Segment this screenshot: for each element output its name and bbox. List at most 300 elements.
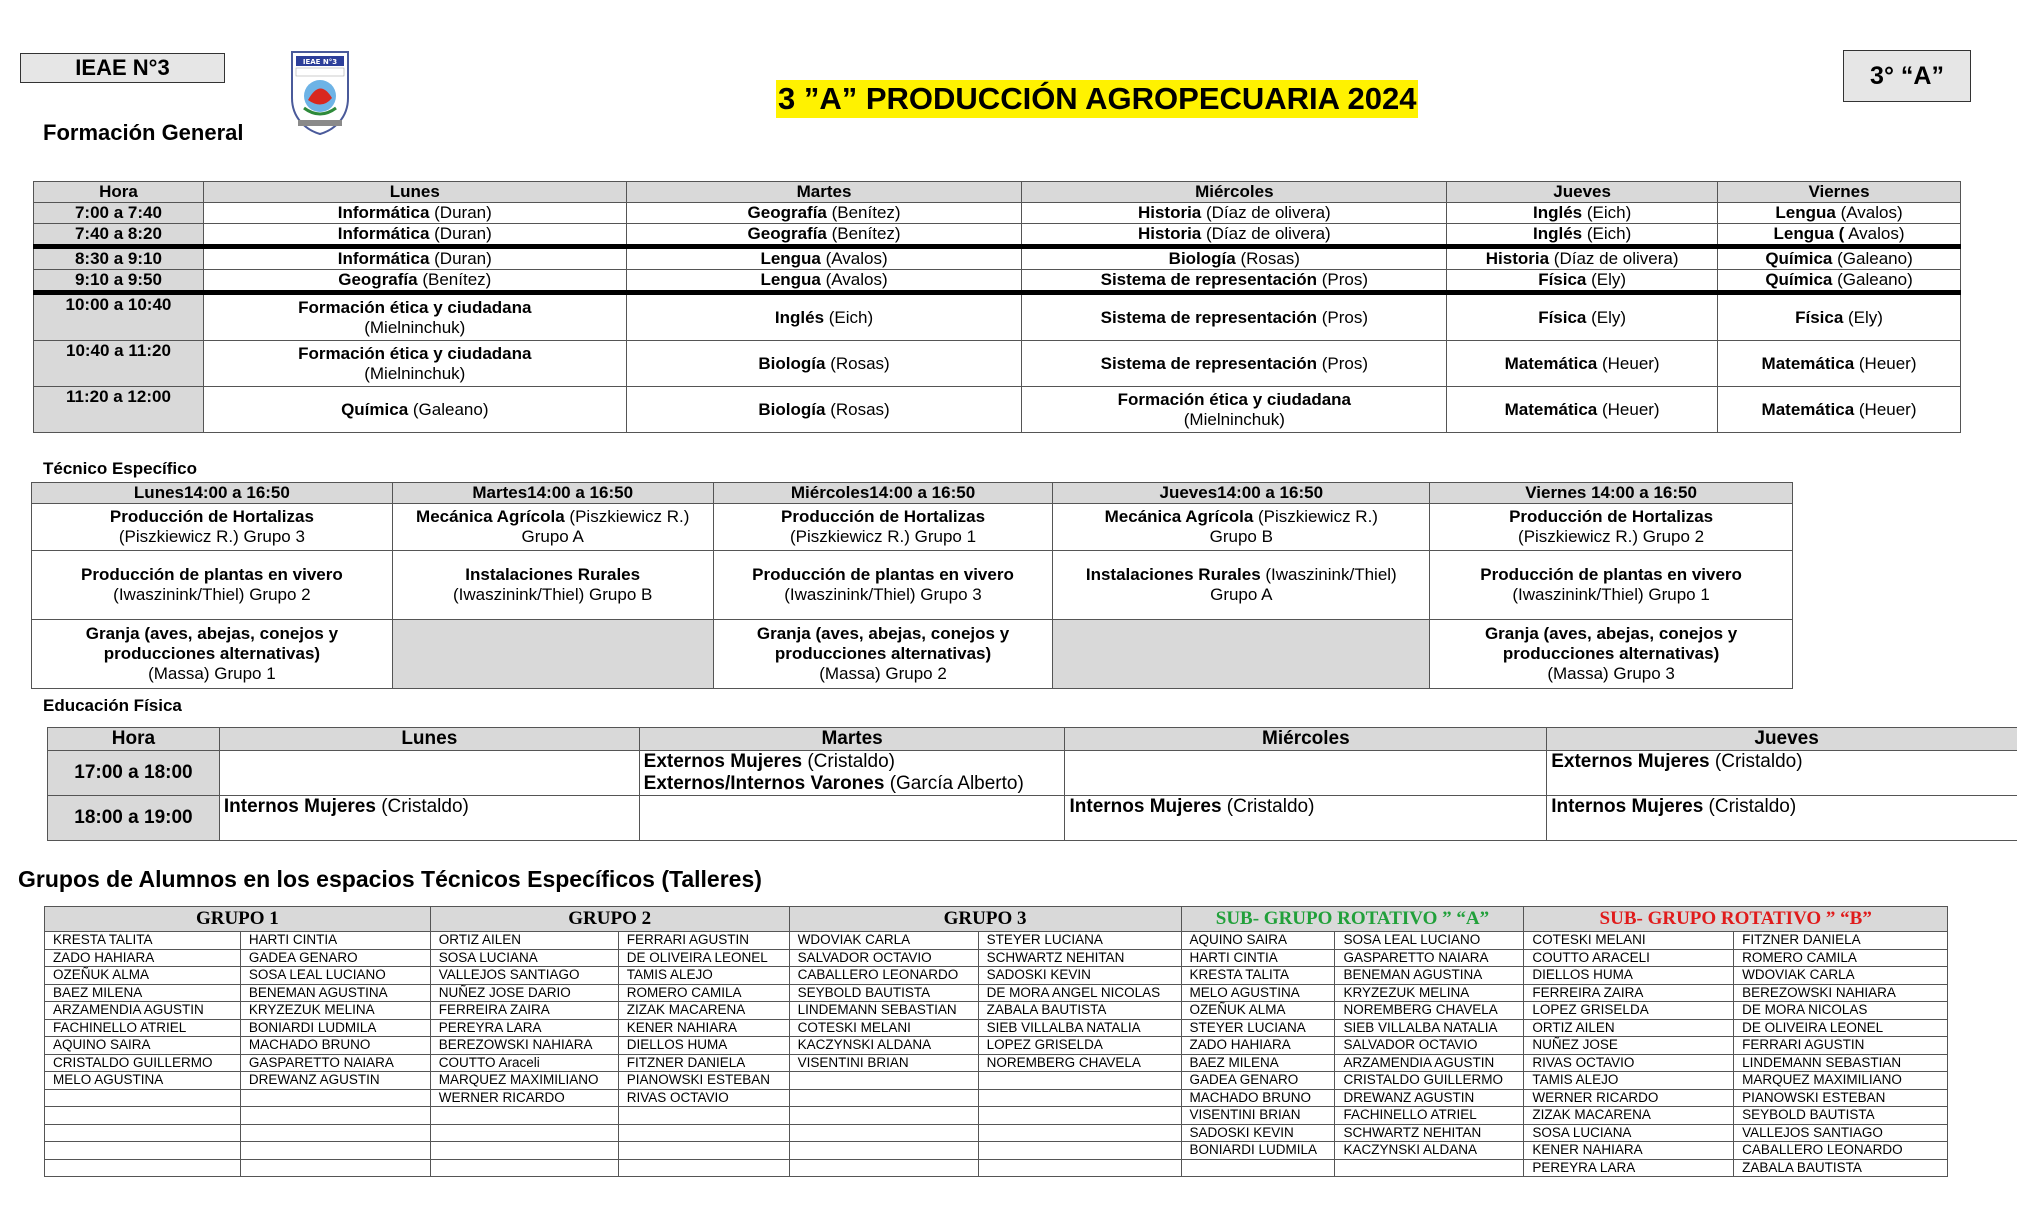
student-name: SALVADOR OCTAVIO [1335, 1037, 1524, 1055]
hora-cell: 18:00 a 19:00 [48, 796, 220, 841]
tecnico-header-cell: Viernes 14:00 a 16:50 [1430, 483, 1793, 504]
tecnico-cell [1053, 504, 1430, 551]
student-name: COUTTO ARACELI [1524, 949, 1734, 967]
student-name [618, 1159, 789, 1177]
class-cell [626, 203, 1022, 224]
student-name: DIELLOS HUMA [1524, 967, 1734, 985]
student-name: NUÑEZ JOSE [1524, 1037, 1734, 1055]
general-schedule-table [33, 181, 1961, 433]
student-name: DE OLIVEIRA LEONEL [618, 949, 789, 967]
workshop-name: Mecánica Agrícola [416, 507, 565, 526]
tecnico-header-row [32, 483, 1793, 504]
general-header-cell: Jueves [1447, 182, 1718, 203]
teacher-name: (Díaz de olivera) [1201, 224, 1331, 243]
workshop-name: Granja (aves, abejas, conejos y producciones alternativas) [1484, 624, 1738, 663]
student-name: WERNER RICARDO [1524, 1089, 1734, 1107]
tecnico-row [32, 620, 1793, 689]
student-name: LOPEZ GRISELDA [978, 1037, 1181, 1055]
student-name: DREWANZ AGUSTIN [1335, 1089, 1524, 1107]
teacher-name: (Ely) [1586, 270, 1627, 289]
class-cell [203, 247, 626, 270]
subject-name: Historia [1137, 203, 1202, 222]
student-name: KACZYNSKI ALDANA [1335, 1142, 1524, 1160]
class-cell [1718, 270, 1961, 293]
tecnico-cell [32, 551, 393, 620]
class-cell [203, 270, 626, 293]
student-name: VISENTINI BRIAN [1181, 1107, 1335, 1125]
grupo-header-cell: GRUPO 2 [430, 907, 789, 932]
tecnico-cell [392, 620, 713, 689]
workshop-name: Producción de Hortalizas [780, 507, 986, 526]
student-name: FACHINELLO ATRIEL [45, 1019, 241, 1037]
tecnico-cell [392, 551, 713, 620]
student-name: ARZAMENDIA AGUSTIN [1335, 1054, 1524, 1072]
student-name: SADOSKI KEVIN [978, 967, 1181, 985]
subject-name: Química [1765, 249, 1833, 268]
teacher-name: (Benítez) [826, 224, 901, 243]
course-label: 3° “A” [1843, 50, 1971, 102]
tecnico-cell [1053, 551, 1430, 620]
grupo-row [45, 1159, 1948, 1177]
student-name: ROMERO CAMILA [1734, 949, 1948, 967]
workshop-group: Grupo B [1209, 527, 1273, 546]
general-row [34, 247, 1961, 270]
class-cell [1718, 341, 1961, 387]
student-name: DE MORA ANGEL NICOLAS [978, 984, 1181, 1002]
tecnico-cell [32, 620, 393, 689]
student-name: KRYZEZUK MELINA [1335, 984, 1524, 1002]
student-name [1335, 1159, 1524, 1177]
workshop-name: Instalaciones Rurales [465, 565, 641, 584]
workshop-name: Granja (aves, abejas, conejos y producciones alternativas) [85, 624, 339, 663]
grupo-row [45, 1142, 1948, 1160]
student-name: RIVAS OCTAVIO [618, 1089, 789, 1107]
student-name [978, 1072, 1181, 1090]
grupo-row [45, 1124, 1948, 1142]
subject-name: Biología [758, 353, 826, 373]
grupo-row [45, 1037, 1948, 1055]
hora-cell: 11:20 a 12:00 [34, 387, 204, 433]
subject-name: Geografía [747, 203, 827, 222]
edfisica-table [47, 727, 2017, 841]
student-name [240, 1142, 430, 1160]
workshop-name: Mecánica Agrícola [1104, 507, 1254, 526]
student-name: STEYER LUCIANA [978, 932, 1181, 950]
student-name: KRESTA TALITA [45, 932, 241, 950]
hora-cell: 7:00 a 7:40 [34, 203, 204, 224]
class-cell [203, 203, 626, 224]
student-name: SEYBOLD BAUTISTA [789, 984, 978, 1002]
workshop-teacher: (Iwaszinink/Thiel) [1260, 565, 1397, 584]
student-name: GADEA GENARO [240, 949, 430, 967]
general-header-cell: Martes [626, 182, 1022, 203]
student-name: MELO AGUSTINA [1181, 984, 1335, 1002]
subject-name: Física [1795, 307, 1844, 327]
student-name: MARQUEZ MAXIMILIANO [1734, 1072, 1948, 1090]
class-cell [1022, 203, 1447, 224]
class-cell [1718, 293, 1961, 341]
subject-name: Formación ética y ciudadana [298, 297, 532, 317]
teacher-name: (Heuer) [1854, 353, 1917, 373]
teacher-name: (Avalos) [820, 270, 888, 289]
teacher-name: (Duran) [429, 224, 492, 243]
subject-name: Sistema de representación [1100, 353, 1317, 373]
hora-cell: 8:30 a 9:10 [34, 247, 204, 270]
student-name: LOPEZ GRISELDA [1524, 1002, 1734, 1020]
student-name [618, 1124, 789, 1142]
student-name: DE OLIVEIRA LEONEL [1734, 1019, 1948, 1037]
subject-name: Matemática [1761, 353, 1855, 373]
edfisica-group: Internos Mujeres [1551, 796, 1704, 817]
edfisica-teacher: (Cristaldo) [1221, 796, 1315, 817]
edfisica-teacher: (García Alberto) [884, 773, 1024, 794]
class-cell [1022, 387, 1447, 433]
teacher-name: (Benítez) [826, 203, 901, 222]
teacher-name: Avalos) [1844, 224, 1905, 243]
student-name: ZADO HAHIARA [1181, 1037, 1335, 1055]
class-cell [626, 224, 1022, 247]
edfisica-teacher: (Cristaldo) [375, 796, 469, 817]
teacher-name: (Rosas) [825, 353, 890, 373]
student-name: VISENTINI BRIAN [789, 1054, 978, 1072]
student-name: VALLEJOS SANTIAGO [430, 967, 618, 985]
class-cell [1022, 224, 1447, 247]
grupos-header-row [45, 907, 1948, 932]
tecnico-cell [713, 551, 1053, 620]
workshop-teacher: (Iwaszinink/Thiel) Grupo B [453, 585, 653, 604]
tecnico-header-cell: Martes14:00 a 16:50 [392, 483, 713, 504]
class-cell [203, 387, 626, 433]
student-name: ORTIZ AILEN [430, 932, 618, 950]
class-cell [203, 293, 626, 341]
edfisica-cell [639, 796, 1065, 841]
workshop-name: Producción de Hortalizas [109, 507, 314, 526]
class-cell [203, 341, 626, 387]
student-name: CABALLERO LEONARDO [789, 967, 978, 985]
grupo-row [45, 967, 1948, 985]
class-cell [1447, 387, 1718, 433]
student-name: BEREZOWSKI NAHIARA [1734, 984, 1948, 1002]
teacher-name: (Galeano) [1832, 270, 1913, 289]
student-name: SCHWARTZ NEHITAN [978, 949, 1181, 967]
school-logo [288, 48, 352, 141]
subject-name: Geografía [338, 270, 418, 289]
edfisica-header-cell: Jueves [1547, 728, 2017, 751]
student-name [430, 1124, 618, 1142]
subject-name: Historia [1137, 224, 1202, 243]
tecnico-header-cell: Miércoles14:00 a 16:50 [713, 483, 1053, 504]
workshop-teacher: (Piszkiewicz R.) Grupo 2 [1518, 527, 1705, 546]
student-name [45, 1159, 241, 1177]
student-name: SOSA LUCIANA [430, 949, 618, 967]
student-name: SOSA LUCIANA [1524, 1124, 1734, 1142]
student-name [618, 1107, 789, 1125]
student-name: FITZNER DANIELA [618, 1054, 789, 1072]
student-name [978, 1159, 1181, 1177]
student-name: ZIZAK MACARENA [618, 1002, 789, 1020]
student-name: PIANOWSKI ESTEBAN [618, 1072, 789, 1090]
student-name [45, 1107, 241, 1125]
grupo-row [45, 1002, 1948, 1020]
class-cell [626, 293, 1022, 341]
workshop-name: Producción de plantas en vivero [1480, 565, 1742, 584]
student-name [789, 1124, 978, 1142]
student-name: TAMIS ALEJO [618, 967, 789, 985]
section-general-title: Formación General [43, 120, 244, 145]
hora-cell: 9:10 a 9:50 [34, 270, 204, 293]
teacher-name: (Avalos) [820, 249, 888, 268]
teacher-name: (Mielninchuk) [364, 317, 466, 337]
workshop-teacher: (Iwaszinink/Thiel) Grupo 3 [784, 585, 982, 604]
student-name: CRISTALDO GUILLERMO [45, 1054, 241, 1072]
workshop-name: Producción de Hortalizas [1509, 507, 1714, 526]
tecnico-cell [1053, 620, 1430, 689]
subject-name: Lengua ( [1773, 224, 1845, 243]
student-name: AQUINO SAIRA [1181, 932, 1335, 950]
student-name [618, 1142, 789, 1160]
student-name: CABALLERO LEONARDO [1734, 1142, 1948, 1160]
student-name: DREWANZ AGUSTIN [240, 1072, 430, 1090]
student-name: BENEMAN AGUSTINA [1335, 967, 1524, 985]
tecnico-header-cell: Lunes14:00 a 16:50 [32, 483, 393, 504]
student-name [789, 1107, 978, 1125]
student-name: WDOVIAK CARLA [789, 932, 978, 950]
student-name: GASPARETTO NAIARA [1335, 949, 1524, 967]
class-cell [1447, 247, 1718, 270]
edfisica-teacher: (Cristaldo) [1703, 796, 1797, 817]
teacher-name: (Benítez) [417, 270, 492, 289]
edfisica-group: Externos Mujeres [643, 751, 803, 772]
student-name: WERNER RICARDO [430, 1089, 618, 1107]
class-cell [1718, 387, 1961, 433]
edfisica-header-row [48, 728, 2017, 751]
workshop-teacher: (Piszkiewicz R.) [1253, 507, 1378, 526]
teacher-name: (Heuer) [1597, 353, 1660, 373]
workshop-teacher: (Iwaszinink/Thiel) Grupo 1 [1512, 585, 1710, 604]
page-title: 3 ”A” PRODUCCIÓN AGROPECUARIA 2024 [778, 81, 1417, 116]
teacher-name: (Eich) [1582, 224, 1632, 243]
subject-name: Lengua [760, 270, 821, 289]
edfisica-group: Internos Mujeres [223, 796, 376, 817]
subject-name: Formación ética y ciudadana [1117, 389, 1351, 409]
student-name [430, 1142, 618, 1160]
student-name: DIELLOS HUMA [618, 1037, 789, 1055]
edfisica-teacher: (Cristaldo) [802, 751, 895, 772]
tecnico-cell [1430, 620, 1793, 689]
teacher-name: (Pros) [1317, 307, 1368, 327]
student-name: MACHADO BRUNO [240, 1037, 430, 1055]
teacher-name: (Avalos) [1835, 203, 1903, 222]
student-name: BAEZ MILENA [45, 984, 241, 1002]
student-name [789, 1142, 978, 1160]
student-name: SIEB VILLALBA NATALIA [978, 1019, 1181, 1037]
student-name: SOSA LEAL LUCIANO [1335, 932, 1524, 950]
student-name: GADEA GENARO [1181, 1072, 1335, 1090]
teacher-name: (Ely) [1586, 307, 1627, 327]
grupo-row [45, 1089, 1948, 1107]
workshop-teacher: (Piszkiewicz R.) Grupo 1 [789, 527, 977, 546]
student-name: TAMIS ALEJO [1524, 1072, 1734, 1090]
grupo-header-cell: GRUPO 1 [45, 907, 431, 932]
student-name: KACZYNSKI ALDANA [789, 1037, 978, 1055]
tecnico-cell [1430, 504, 1793, 551]
teacher-name: (Mielninchuk) [1183, 409, 1285, 429]
shield-icon [288, 48, 352, 136]
subject-name: Historia [1485, 249, 1550, 268]
student-name: LINDEMANN SEBASTIAN [1734, 1054, 1948, 1072]
tecnico-row [32, 551, 1793, 620]
teacher-name: (Díaz de olivera) [1549, 249, 1679, 268]
edfisica-header-cell: Miércoles [1065, 728, 1547, 751]
student-name [978, 1124, 1181, 1142]
teacher-name: (Galeano) [1832, 249, 1913, 268]
student-name: ZIZAK MACARENA [1524, 1107, 1734, 1125]
student-name: ZABALA BAUTISTA [978, 1002, 1181, 1020]
student-name [789, 1072, 978, 1090]
grupo-row [45, 1054, 1948, 1072]
class-cell [203, 224, 626, 247]
edfisica-row [48, 751, 2017, 796]
edfisica-header-cell: Hora [48, 728, 220, 751]
student-name: COUTTO Araceli [430, 1054, 618, 1072]
workshop-teacher: (Piszkiewicz R.) Grupo 3 [118, 527, 305, 546]
edfisica-cell [639, 751, 1065, 796]
general-header-cell: Lunes [203, 182, 626, 203]
workshop-teacher: (Iwaszinink/Thiel) Grupo 2 [113, 585, 311, 604]
subject-name: Informática [337, 203, 430, 222]
general-header-cell: Miércoles [1022, 182, 1447, 203]
class-cell [1718, 224, 1961, 247]
teacher-name: (Duran) [429, 249, 492, 268]
student-name: BEREZOWSKI NAHIARA [430, 1037, 618, 1055]
hora-cell: 10:00 a 10:40 [34, 293, 204, 341]
student-name: SALVADOR OCTAVIO [789, 949, 978, 967]
student-name: LINDEMANN SEBASTIAN [789, 1002, 978, 1020]
subject-name: Inglés [774, 307, 825, 327]
student-name: COTESKI MELANI [1524, 932, 1734, 950]
teacher-name: (Heuer) [1854, 399, 1917, 419]
general-row [34, 387, 1961, 433]
class-cell [626, 270, 1022, 293]
workshop-group: Grupo A [1210, 585, 1273, 604]
student-name: BENEMAN AGUSTINA [240, 984, 430, 1002]
student-name: FERREIRA ZAIRA [430, 1002, 618, 1020]
student-name: VALLEJOS SANTIAGO [1734, 1124, 1948, 1142]
student-name: ORTIZ AILEN [1524, 1019, 1734, 1037]
subject-name: Biología [758, 399, 826, 419]
subject-name: Química [341, 399, 409, 419]
student-name: OZEÑUK ALMA [45, 967, 241, 985]
subject-name: Lengua [760, 249, 821, 268]
grupo-row [45, 932, 1948, 950]
class-cell [1447, 203, 1718, 224]
tecnico-cell [713, 620, 1053, 689]
student-name: NOREMBERG CHAVELA [978, 1054, 1181, 1072]
student-name: KRESTA TALITA [1181, 967, 1335, 985]
student-name: WDOVIAK CARLA [1734, 967, 1948, 985]
student-name: MARQUEZ MAXIMILIANO [430, 1072, 618, 1090]
section-edfisica-title: Educación Física [43, 696, 182, 715]
edfisica-cell [1547, 796, 2017, 841]
tecnico-header-cell: Jueves14:00 a 16:50 [1053, 483, 1430, 504]
subject-name: Física [1538, 270, 1587, 289]
student-name: KENER NAHIARA [1524, 1142, 1734, 1160]
section-tecnico-title: Técnico Específico [43, 459, 197, 478]
teacher-name: (Ely) [1843, 307, 1883, 327]
class-cell [1718, 203, 1961, 224]
subject-name: Formación ética y ciudadana [298, 343, 532, 363]
class-cell [1022, 270, 1447, 293]
teacher-name: (Heuer) [1597, 399, 1660, 419]
workshop-teacher: (Massa) Grupo 1 [148, 664, 276, 683]
student-name [45, 1124, 241, 1142]
grupo-header-cell: SUB- GRUPO ROTATIVO ” “B” [1524, 907, 1948, 932]
student-name: FACHINELLO ATRIEL [1335, 1107, 1524, 1125]
student-name: FERREIRA ZAIRA [1524, 984, 1734, 1002]
general-row [34, 224, 1961, 247]
student-name: HARTI CINTIA [240, 932, 430, 950]
teacher-name: (Pros) [1317, 353, 1368, 373]
subject-name: Biología [1168, 249, 1236, 268]
hora-cell: 7:40 a 8:20 [34, 224, 204, 247]
subject-name: Matemática [1504, 399, 1598, 419]
subject-name: Inglés [1533, 224, 1583, 243]
student-name: BONIARDI LUDMILA [1181, 1142, 1335, 1160]
student-name: MELO AGUSTINA [45, 1072, 241, 1090]
student-name [45, 1142, 241, 1160]
teacher-name: (Eich) [824, 307, 874, 327]
student-name: BAEZ MILENA [1181, 1054, 1335, 1072]
grupo-row [45, 1107, 1948, 1125]
student-name [430, 1159, 618, 1177]
class-cell [1718, 247, 1961, 270]
student-name: SIEB VILLALBA NATALIA [1335, 1019, 1524, 1037]
student-name [978, 1089, 1181, 1107]
student-name [978, 1142, 1181, 1160]
student-name: NUÑEZ JOSE DARIO [430, 984, 618, 1002]
student-name [978, 1107, 1181, 1125]
teacher-name: (Díaz de olivera) [1201, 203, 1331, 222]
student-name: GASPARETTO NAIARA [240, 1054, 430, 1072]
subject-name: Física [1538, 307, 1587, 327]
tecnico-cell [32, 504, 393, 551]
edfisica-header-cell: Martes [639, 728, 1065, 751]
grupo-row [45, 1072, 1948, 1090]
subject-name: Química [1765, 270, 1833, 289]
tecnico-table [31, 482, 1793, 689]
grupo-row [45, 949, 1948, 967]
edfisica-group: Externos Mujeres [1551, 751, 1710, 772]
section-grupos-title: Grupos de Alumnos en los espacios Técnicos Específicos (Talleres) [18, 866, 762, 892]
class-cell [626, 387, 1022, 433]
student-name: BONIARDI LUDMILA [240, 1019, 430, 1037]
edfisica-teacher: (Cristaldo) [1709, 751, 1803, 772]
teacher-name: (Pros) [1317, 270, 1368, 289]
class-cell [1447, 341, 1718, 387]
teacher-name: (Duran) [429, 203, 492, 222]
workshop-name: Producción de plantas en vivero [81, 565, 343, 584]
student-name: KENER NAHIARA [618, 1019, 789, 1037]
tecnico-cell [1430, 551, 1793, 620]
student-name [430, 1107, 618, 1125]
student-name: FITZNER DANIELA [1734, 932, 1948, 950]
grupo-row [45, 984, 1948, 1002]
class-cell [1447, 293, 1718, 341]
subject-name: Lengua [1775, 203, 1836, 222]
student-name [240, 1089, 430, 1107]
edfisica-header-cell: Lunes [219, 728, 639, 751]
student-name: RIVAS OCTAVIO [1524, 1054, 1734, 1072]
